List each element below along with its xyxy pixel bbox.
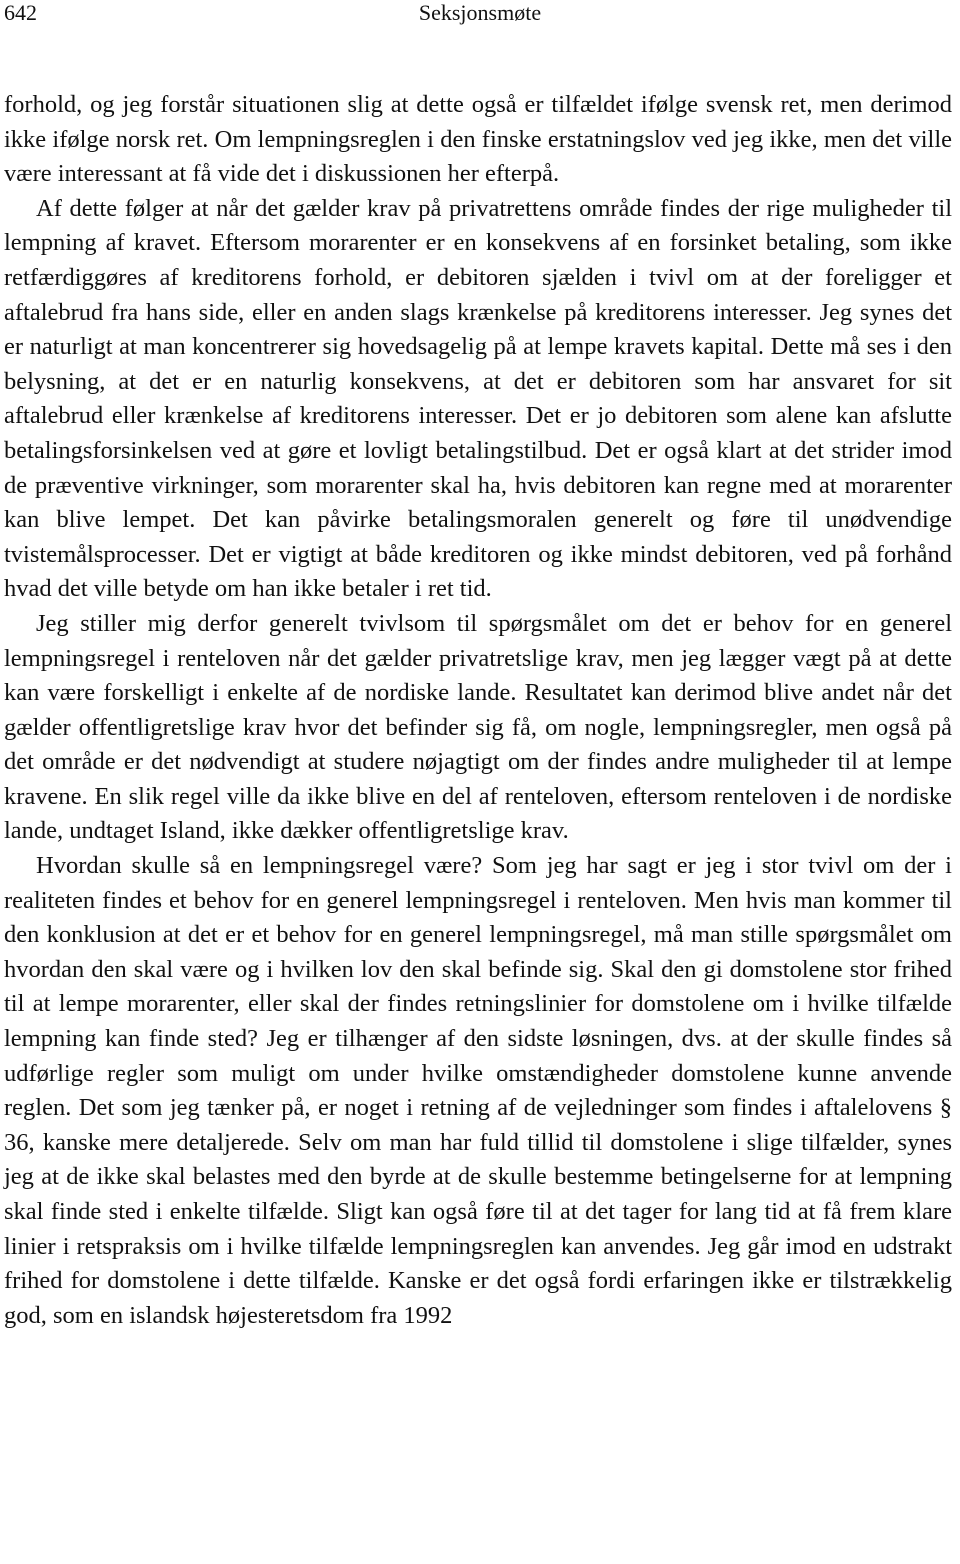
page-header (0, 0, 960, 30)
paragraph: Jeg stiller mig derfor generelt tvivlsom til spørgsmålet om det er behov for en generel lempningsregel i renteloven når det gælder privatretslige krav, men jeg lægger vægt på at dette kan være forskelligt i enkelte af de nordiske lande. Resultatet kan derimod blive andet når det gælder offentligretslige krav hvor det befinder sig få, om nogle, lempningsregler, men også på det område er det nødvendigt at studere nøjagtigt om der findes andre muligheder til at lempe kravene. En slik regel ville da ikke blive en del af renteloven, eftersom renteloven i de nordiske lande, undtaget Island, ikke dækker offentligretslige krav. (4, 609, 952, 845)
paragraph-continued: forhold, og jeg forstår situationen slig at dette også er tilfældet ifølge svensk ret, men derimod ikke ifølge norsk ret. Om lempningsreglen i den finske erstatningslov ved jeg ikke, men det ville være interessant at få vide det i diskussionen her efterpå. (4, 91, 952, 188)
body-text (4, 88, 952, 1333)
paragraph: Af dette følger at når det gælder krav på privatrettens område findes der rige muligheder til lempning af kravet. Eftersom morarenter er en konsekvens af en forsinket betaling, som ikke retfærdiggøres af kreditorens forhold, er debitoren sjælden i tvivl om at der foreligger et aftalebrud fra hans side, eller en anden slags krænkelse på kreditorens interesser. Jeg synes det er naturligt at man koncentrerer sig hovedsagelig på at lempe kravets kapital. Dette må ses i den belysning, at det er en naturlig konsekvens, at det er debitoren som har ansvaret for sit aftalebrud eller krænkelse af kreditorens interesser. Det er jo debitoren som alene kan afslutte betalingsforsinkelsen ved at gøre et lovligt betalingstilbud. Det er også klart at det strider imod de præventive virkninger, som morarenter skal ha, hvis debitoren kan regne med at morarenter kan blive lempet. Det kan påvirke betalingsmoralen generelt og føre til unødvendige tvistemålsprocesser. Det er vigtigt at både kreditoren og ikke mindst debitoren, ved på forhånd hvad det ville betyde om han ikke betaler i ret tid. (4, 194, 952, 603)
paragraph: Hvordan skulle så en lempningsregel være? Som jeg har sagt er jeg i stor tvivl om der i realiteten findes et behov for en generel lempningsregel i renteloven. Men hvis man kommer til den konklusion at det er et behov for en generel lempningsregel, må man stille spørgsmålet om hvordan den skal være og i hvilken lov den skal befinde sig. Skal den gi domstolene stor frihed til at lempe morarenter, eller skal der findes retningslinier for domstolene om i hvilke tilfælde lempning kan finde sted? Jeg er tilhænger af den sidste løsningen, dvs. at der skulle findes så udførlige regler som muligt om under hvilke omstændigheder domstolene kunne anvende reglen. Det som jeg tænker på, er noget i retning af de vejledninger som findes i aftalelovens § 36, kanske mere detaljerede. Selv om man har fuld tillid til domstolene i slige tilfælder, synes jeg at de ikke skal belastes med den byrde at de skulle bestemme betingelserne for at lempning skal finde sted i enkelte tilfælde. Sligt kan også føre til at det tager for lang tid at få frem klare linier i retspraksis om i hvilke tilfælde lempningsreglen kan anvendes. Jeg går imod en udstrakt frihed for domstolene i dette tilfælde. Kanske er det også fordi erfaringen ikke er tilstrækkelig god, som en islandsk højesteretsdom fra 1992 (4, 852, 952, 1329)
running-head: Seksjonsmøte (418, 0, 542, 25)
page-number: 642 (4, 0, 37, 25)
